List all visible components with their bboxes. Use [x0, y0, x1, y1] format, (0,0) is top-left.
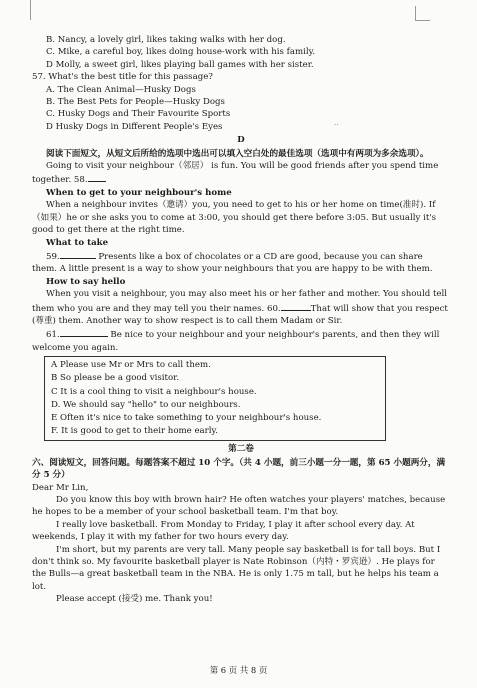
heading-how: How to say hello	[46, 276, 126, 287]
options-box	[44, 356, 386, 441]
q57-option-c: C. Husky Dogs and Their Favourite Sports	[46, 109, 231, 120]
letter-paragraph-1: Do you know this boy with brown hair? He often watches your players' matches, because he hopes to be a member of your school basketball team. I'm that boy.	[32, 495, 446, 518]
box-option-f: F. It is good to get to their home early.	[51, 426, 218, 437]
letter-greeting: Dear Mr Lin,	[32, 482, 89, 493]
paragraph-what	[32, 249, 450, 276]
page-content	[32, 34, 450, 606]
question-57: 57. What's the best title for this passage?	[32, 72, 213, 83]
cloze-instruction: 阅读下面短文，从短文后所给的选项中选出可以填入空白处的最佳选项（选项中有两项为多余选项）。	[46, 148, 429, 159]
box-option-b: B So please be a good visitor.	[51, 373, 180, 384]
section-six-instruction: 六、阅读短文，回答问题。每题答案不超过 10 个字。（共 4 小题，前三小题一分一题，第 65 小题两分，满分 5 分）	[32, 457, 446, 481]
intro-line-1: Going to visit your neighbour（邻居） is fun. You will be good friends after you spend time	[46, 161, 439, 172]
q61-number: 61.	[46, 330, 60, 341]
box-option-c: C It is a cool thing to visit a neighbour's house.	[51, 386, 257, 397]
option-d: D Molly, a sweet girl, likes playing ball games with her sister.	[46, 59, 314, 70]
q59-number: 59.	[46, 251, 60, 262]
box-option-e: E Often it's nice to take something to your neighbour's house.	[51, 412, 322, 423]
paragraph-61	[32, 327, 450, 354]
page-footer: 第 6 页 共 8 页	[209, 665, 268, 675]
stray-mark: ··	[334, 121, 339, 129]
crop-mark-right	[415, 6, 430, 21]
heading-what: What to take	[46, 237, 109, 248]
intro-line-2-text: together. 58.	[32, 175, 88, 186]
crop-mark-left	[30, 0, 31, 20]
letter-paragraph-4: Please accept (接受) me. Thank you!	[56, 594, 213, 605]
letter-paragraph-2: I really love basketball. From Monday to Friday, I play it after school every day. At weekends, I play it with my father for two hours every day.	[32, 519, 415, 543]
paragraph-what-text: Presents like a box of chocolates or a CD are good, because you can share them. A little present is a way to show your neighbours that you are happy to be with them.	[32, 251, 433, 275]
paragraph-how-text-a: When you visit a neighbour, you may also meet his or her father and mother. You should tell them who you are and they may tell you their names. 60.	[32, 289, 447, 314]
heading-when: When to get to your neighbour's home	[46, 187, 232, 198]
paragraph-61-text: Be nice to your neighbour and your neighbour's parents, and then they will welcome you again.	[32, 330, 440, 353]
option-b: B. Nancy, a lovely girl, likes taking walks with her dog.	[46, 35, 286, 45]
section-d-heading: D	[237, 135, 245, 146]
q57-option-b: B. The Best Pets for People—Husky Dogs	[46, 97, 225, 108]
box-option-a: A Please use Mr or Mrs to call them.	[51, 360, 211, 371]
blank-58	[88, 172, 106, 182]
intro-line-2	[32, 172, 450, 186]
blank-61	[60, 327, 108, 337]
paragraph-how	[32, 288, 450, 327]
option-c: C. Mike, a careful boy, likes doing house-work with his family.	[46, 47, 316, 58]
paragraph-how-text-b: That will show that you respect (尊重) them. Another way to show respect is to call them Madam or Sir.	[32, 303, 448, 326]
letter-paragraph-3: I'm short, but my parents are very tall. Many people say basketball is for tall boys. But I don't think so. My favourite basketball player is Nate Robinson（内特・罗宾逊）. He plays for the Bulls—a great basketball team in the NBA. He is only 1.75 m tall, but he helps his team a lot.	[32, 544, 441, 592]
paragraph-when: When a neighbour invites（邀请）you, you need to get to his or her home on time(准时). If（如果）he or she asks you to come at 3:00, you should get there before 3:05. But usually it's good to get there at the right time.	[32, 200, 437, 236]
q57-option-d: D Husky Dogs in Different People's Eyes	[46, 121, 223, 132]
part-two-heading: 第二卷	[228, 444, 254, 455]
blank-60	[281, 301, 311, 311]
blank-59	[60, 249, 96, 259]
q57-option-a: A. The Clean Animal—Husky Dogs	[46, 84, 196, 95]
box-option-d: D. We should say "hello" to our neighbours.	[51, 399, 241, 410]
